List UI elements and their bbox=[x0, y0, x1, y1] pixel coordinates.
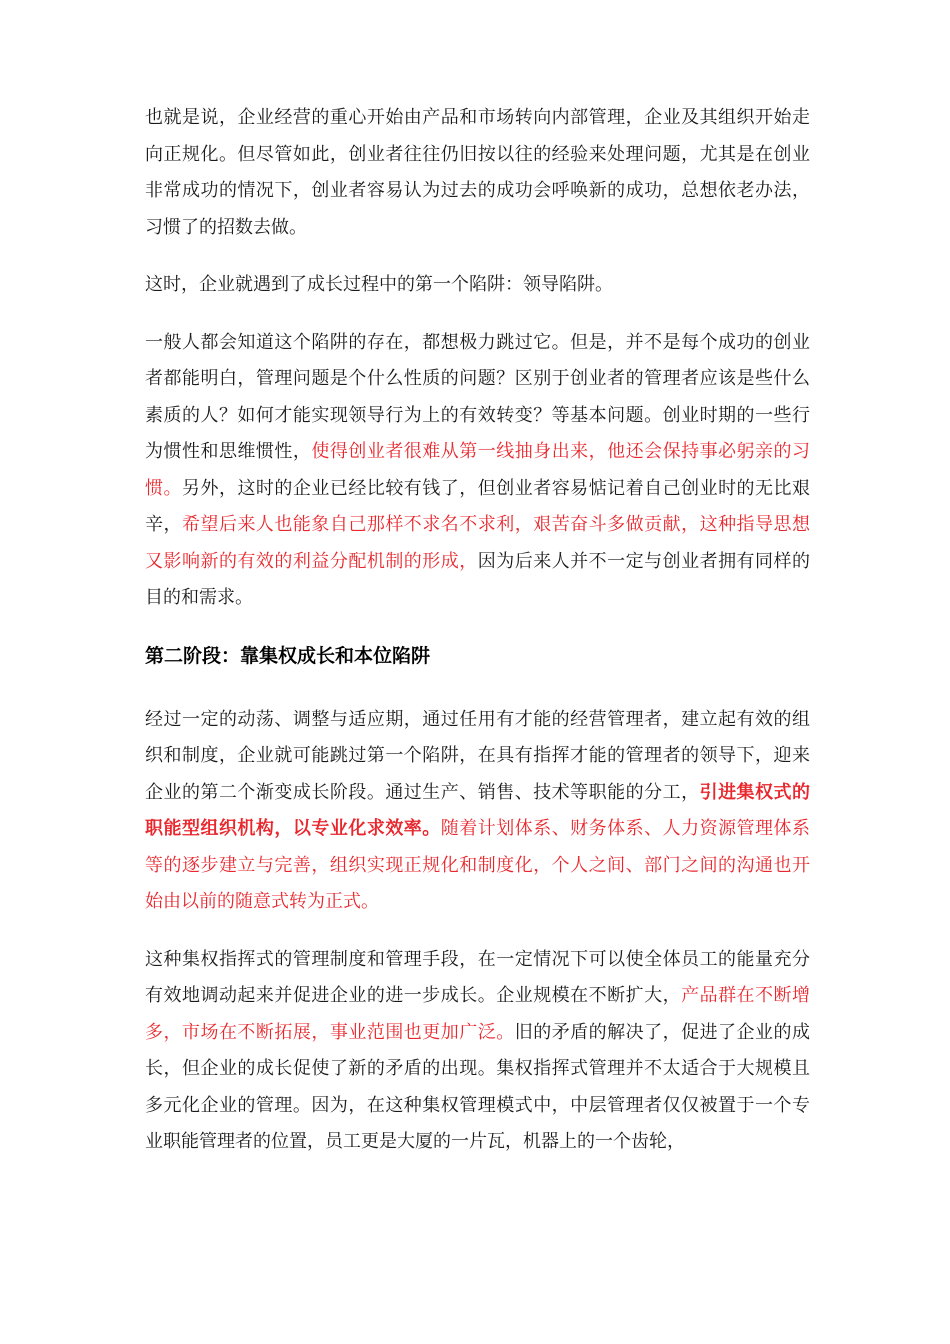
text-run: 因为后来人并不一定与创业者拥有同样的目的和需求。 bbox=[145, 550, 811, 608]
paragraph-4 bbox=[145, 702, 810, 921]
paragraph-5 bbox=[145, 942, 810, 1161]
document-page bbox=[145, 100, 810, 1182]
text-run: 另外，这时的企业已经比较有钱了，但创业者容易惦记着自己创业时的无比艰辛， bbox=[145, 477, 811, 535]
text-run: 一般人都会知道这个陷阱的存在，都想极力跳过它。但是，并不是每个成功的创业者都能明白，管理问题是个什么性质的问题？区别于创业者的管理者应该是些什么素质的人？如何才能实现领导行为上的有效转变？等基本问题。创业时期的一些行为惯性和思维惯性， bbox=[145, 331, 810, 462]
text-run: 经过一定的动荡、调整与适应期，通过任用有才能的经营管理者，建立起有效的组织和制度，企业就可能跳过第一个陷阱，在具有指挥才能的管理者的领导下，迎来企业的第二个渐变成长阶段。通过生产、销售、技术等职能的分工， bbox=[145, 708, 810, 803]
text-run: 这种集权指挥式的管理制度和管理手段，在一定情况下可以使全体员工的能量充分有效地调动起来并促进企业的进一步成长。企业规模在不断扩大， bbox=[145, 948, 810, 1006]
text-run: 也就是说，企业经营的重心开始由产品和市场转向内部管理，企业及其组织开始走向正规化。但尽管如此，创业者往往仍旧按以往的经验来处理问题，尤其是在创业非常成功的情况下，创业者容易认为过去的成功会呼唤新的成功，总想依老办法，习惯了的招数去做。 bbox=[145, 107, 810, 238]
paragraph-1 bbox=[145, 100, 810, 246]
paragraph-2 bbox=[145, 267, 810, 304]
paragraph-3 bbox=[145, 325, 810, 617]
text-run: 旧的矛盾的解决了，促进了企业的成长，但企业的成长促使了新的矛盾的出现。集权指挥式管理并不太适合于大规模且多元化企业的管理。因为，在这种集权管理模式中，中层管理者仅仅被置于一个专业职能管理者的位置，员工更是大厦的一片瓦，机器上的一个齿轮， bbox=[145, 1021, 811, 1152]
text-run: 这时，企业就遇到了成长过程中的第一个陷阱：领导陷阱。 bbox=[145, 274, 613, 295]
highlighted-text-run: 随着计划体系、财务体系、人力资源管理体系等的逐步建立与完善，组织实现正规化和制度化，个人之间、部门之间的沟通也开始由以前的随意式转为正式。 bbox=[145, 818, 811, 912]
highlighted-text-run: 产品群在不断增多，市场在不断拓展，事业范围也更加广泛。 bbox=[145, 985, 811, 1043]
section-heading: 第二阶段：靠集权成长和本位陷阱 bbox=[145, 644, 431, 667]
highlighted-text-run: 使得创业者很难从第一线抽身出来，他还会保持事必躬亲的习惯。 bbox=[145, 441, 811, 499]
bold-highlighted-text-run: 引进集权式的职能型组织机构，以专业化求效率。 bbox=[145, 781, 811, 839]
highlighted-text-run: 希望后来人也能象自己那样不求名不求利，艰苦奋斗多做贡献，这种指导思想又影响新的有效的利益分配机制的形成， bbox=[145, 514, 811, 572]
